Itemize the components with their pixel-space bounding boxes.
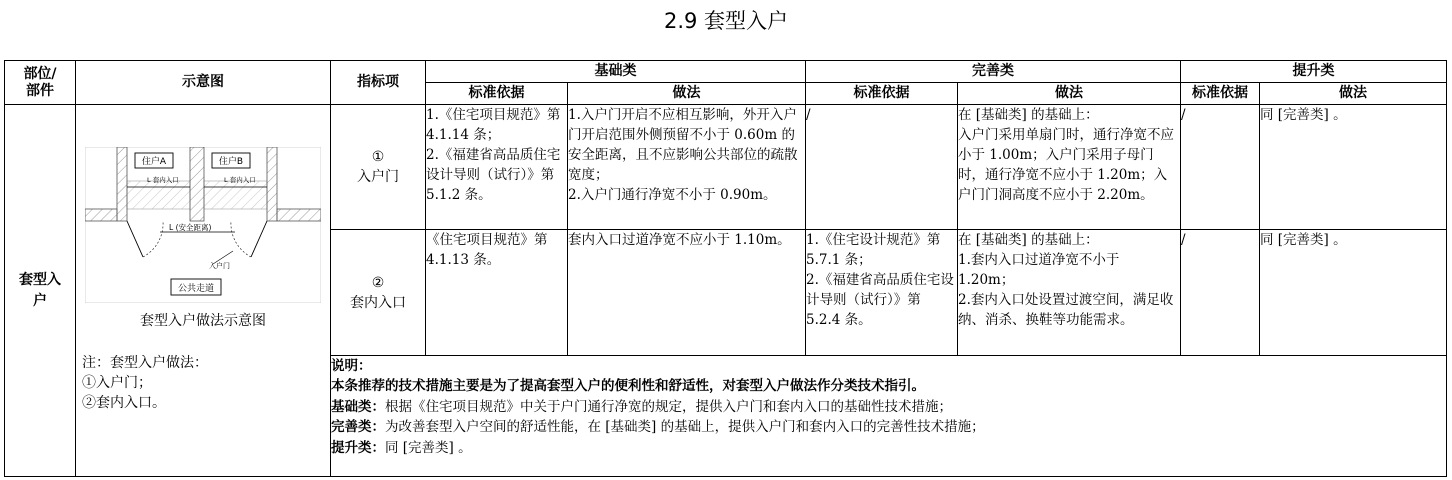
note-line: ②套内入口。 (82, 395, 166, 411)
indicator-entry-door: ① 入户门 (331, 105, 426, 230)
header-group-upgrade: 提升类 (1181, 61, 1447, 83)
explanation-upgrade-text: 同 [完善类] 。 (385, 439, 472, 456)
diagram-notes (82, 353, 208, 413)
explanation-title: 说明： (331, 357, 372, 374)
table-row (5, 105, 1447, 230)
explanation-improve (331, 417, 1446, 438)
explanation-improve-text: 为改善套型入户空间的舒适性能，在 [基础类] 的基础上，提供入户门和套内入口的完善性技术措施； (385, 419, 985, 436)
door-a-swing (143, 221, 163, 257)
explanation-basic (331, 397, 1446, 418)
basic-standard-cell: 1.《住宅项目规范》第 4.1.14 条； 2.《福建省高品质住宅设计导则（试行）》第 5.1.2 条。 (426, 105, 568, 230)
wall-right (277, 209, 321, 221)
header-upgrade-standard: 标准依据 (1181, 83, 1260, 105)
part-name: 套型入 户 (5, 105, 76, 477)
header-diagram: 示意图 (76, 61, 331, 105)
explanation-basic-key: 基础类： (331, 398, 385, 415)
entry-zone-b (204, 181, 267, 209)
explanation-basic-text: 根据《住宅项目规范》中关于户门通行净宽的规定，提供入户门和套内入口的基础性技术措施； (385, 398, 952, 415)
basic-standard-cell: 《住宅项目规范》第 4.1.13 条。 (426, 230, 568, 355)
upgrade-standard-cell: / (1181, 105, 1260, 230)
header-group-basic: 基础类 (426, 61, 806, 83)
unit-b-label: 住户B (218, 157, 244, 167)
safety-distance-label: L (安全距离) (169, 223, 212, 232)
door-b-swing (231, 221, 251, 257)
indicator-unit-entrance: ② 套内入口 (331, 230, 426, 355)
basic-method-cell: 套内入口过道净宽不应小于 1.10m。 (568, 230, 806, 355)
improve-standard-cell: / (806, 105, 958, 230)
header-upgrade-method: 做法 (1260, 83, 1447, 105)
wall-b-right (267, 147, 277, 221)
diagram-cell (76, 105, 331, 477)
wall-left (85, 209, 117, 221)
basic-method-cell: 1.入户门开启不应相互影响，外开入户门开启范围外侧预留不小于 0.60m 的安全距离，且不应影响公共部位的疏散宽度； 2.入户门通行净宽不小于 0.90m。 (568, 105, 806, 230)
improve-method-cell: 在 [基础类] 的基础上： 1.套内入口过道净宽不小于 1.20m； 2.套内入口处设置过渡空间，满足收纳、消杀、换鞋等功能需求。 (958, 230, 1181, 355)
door-b-leaf (251, 221, 267, 257)
upgrade-method-cell: 同 [完善类] 。 (1260, 105, 1447, 230)
explanation-cell (331, 355, 1447, 476)
entry-zone-a (127, 181, 190, 209)
door-a-leaf (127, 221, 143, 257)
upgrade-method-cell: 同 [完善类] 。 (1260, 230, 1447, 355)
header-indicator: 指标项 (331, 61, 426, 105)
door-label: 入户门 (209, 262, 230, 270)
note-line: ①入户门； (82, 375, 152, 391)
note-line: 注：套型入户做法： (82, 355, 208, 371)
upgrade-standard-cell: / (1181, 230, 1260, 355)
improve-method-cell: 在 [基础类] 的基础上： 入户门采用单扇门时，通行净宽不应小于 1.00m；入户门采用子母门时，通行净宽不应小于 1.20m；入户门门洞高度不应小于 2.20m。 (958, 105, 1181, 230)
header-improve-method: 做法 (958, 83, 1181, 105)
header-group-improve: 完善类 (806, 61, 1181, 83)
header-basic-standard: 标准依据 (426, 83, 568, 105)
header-basic-method: 做法 (568, 83, 806, 105)
explanation-upgrade-key: 提升类： (331, 439, 385, 456)
entry-dimension-label-b: L 套内入口 (224, 176, 256, 184)
improve-standard-cell: 1.《住宅设计规范》第 5.7.1 条； 2.《福建省高品质住宅设计导则（试行）》第 5.2.4 条。 (806, 230, 958, 355)
corridor-label: 公共走道 (177, 284, 215, 294)
wall-a-left (117, 147, 127, 221)
wall-middle (190, 147, 204, 221)
explanation-upgrade (331, 438, 1446, 459)
entry-layout-diagram (85, 147, 321, 303)
explanation-improve-key: 完善类： (331, 419, 385, 436)
header-part: 部位/ 部件 (5, 61, 76, 105)
entry-dimension-label-a: L 套内入口 (147, 176, 179, 184)
header-improve-standard: 标准依据 (806, 83, 958, 105)
diagram-caption: 套型入户做法示意图 (140, 313, 266, 329)
unit-a-label: 住户A (141, 157, 167, 167)
page-title: 2.9 套型入户 (663, 9, 789, 33)
explanation-lead: 本条推荐的技术措施主要是为了提高套型入户的便利性和舒适性，对套型入户做法作分类技术指引。 (331, 378, 925, 395)
spec-table (4, 60, 1447, 477)
